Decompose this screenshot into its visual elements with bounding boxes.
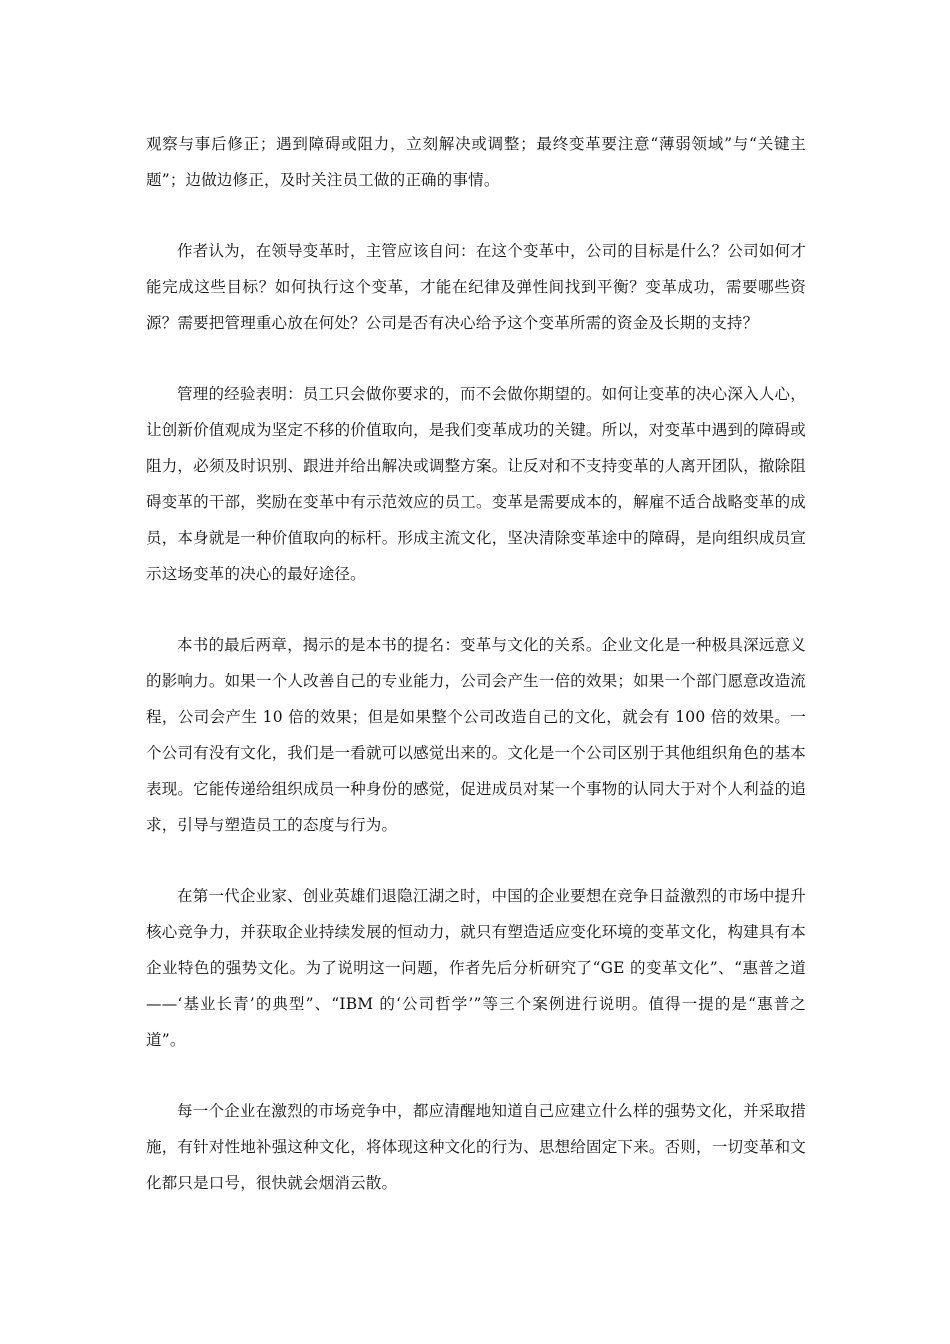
paragraph-conclusion: 每一个企业在激烈的市场竞争中，都应清醒地知道自己应建立什么样的强势文化，并采取措施，有针对性地补强这种文化，将体现这种文化的行为、思想给固定下来。否则，一切变革和文化都只是口号，很快就会烟消云散。	[146, 1102, 806, 1192]
paragraph-change-and-culture: 本书的最后两章，揭示的是本书的提名：变革与文化的关系。企业文化是一种极具深远意义的影响力。如果一个人改善自己的专业能力，公司会产生一倍的效果；如果一个部门愿意改造流程，公司会产生 10 倍的效果；但是如果整个公司改造自己的文化，就会有 100 倍的效果。一个公司有没有文化，我们是一看就可以感觉出来的。文化是一个公司区别于其他组织角色的基本表现。它能传递给组织成员一种身份的感觉，促进成员对某一个事物的认同大于对个人利益的追求，引导与塑造员工的态度与行为。	[146, 636, 806, 834]
paragraph-leadership-questions: 作者认为，在领导变革时，主管应该自问：在这个变革中，公司的目标是什么？公司如何才能完成这些目标？如何执行这个变革，才能在纪律及弹性间找到平衡？变革成功，需要哪些资源？需要把管理重心放在何处？公司是否有决心给予这个变革所需的资金及长期的支持？	[146, 242, 806, 332]
document-body	[146, 126, 806, 1201]
paragraph-management-experience: 管理的经验表明：员工只会做你要求的，而不会做你期望的。如何让变革的决心深入人心，让创新价值观成为坚定不移的价值取向，是我们变革成功的关键。所以，对变革中遇到的障碍或阻力，必须及时识别、跟进并给出解决或调整方案。让反对和不支持变革的人离开团队，撤除阻碍变革的干部，奖励在变革中有示范效应的员工。变革是需要成本的，解雇不适合战略变革的成员，本身就是一种价值取向的标杆。形成主流文化，坚决清除变革途中的障碍，是向组织成员宣示这场变革的决心的最好途径。	[146, 385, 806, 583]
paragraph-continuation: 观察与事后修正；遇到障碍或阻力，立刻解决或调整；最终变革要注意“薄弱领域”与“关键主题”；边做边修正，及时关注员工做的正确的事情。	[146, 135, 806, 189]
paragraph-case-studies: 在第一代企业家、创业英雄们退隐江湖之时，中国的企业要想在竞争日益激烈的市场中提升核心竞争力，并获取企业持续发展的恒动力，就只有塑造适应变化环境的变革文化，构建具有本企业特色的强势文化。为了说明这一问题，作者先后分析研究了“GE 的变革文化”、“惠普之道——‘基业长青’的典型”、“IBM 的‘公司哲学’”等三个案例进行说明。值得一提的是“惠普之道”。	[146, 887, 806, 1049]
